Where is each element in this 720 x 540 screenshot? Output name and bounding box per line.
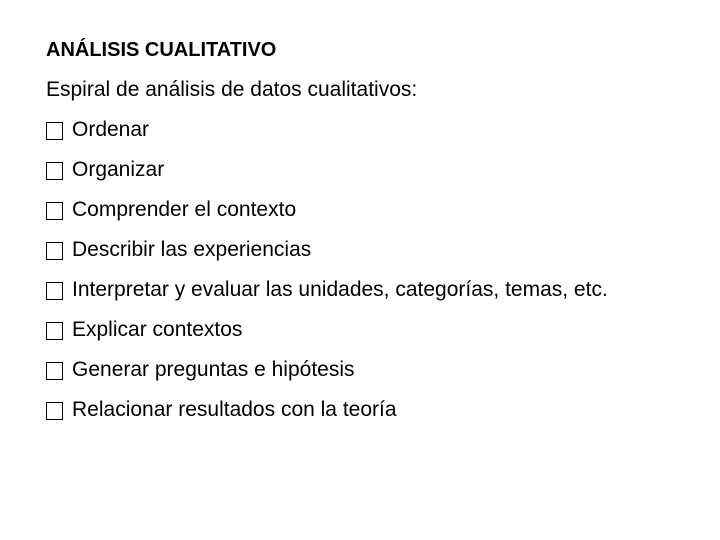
list-item-label: Ordenar xyxy=(72,118,150,141)
checkbox-bullet-icon xyxy=(46,122,63,140)
list-item-label: Organizar xyxy=(72,158,165,181)
intro-text: Espiral de análisis de datos cualitativos: xyxy=(46,78,418,101)
list-item-label: Interpretar y evaluar las unidades, categorías, temas, etc. xyxy=(72,278,608,301)
list-item xyxy=(46,276,676,304)
checkbox-bullet-icon xyxy=(46,402,63,420)
checkbox-bullet-icon xyxy=(46,322,63,340)
list-item-label: Comprender el contexto xyxy=(72,198,297,221)
list-item-label: Describir las experiencias xyxy=(72,238,312,261)
checkbox-bullet-icon xyxy=(46,362,63,380)
list-item xyxy=(46,356,676,384)
list-item-label: Generar preguntas e hipótesis xyxy=(72,358,355,381)
list-item xyxy=(46,236,676,264)
slide-heading: ANÁLISIS CUALITATIVO xyxy=(46,39,277,61)
list-item xyxy=(46,396,676,424)
bullet-list xyxy=(46,116,676,424)
checkbox-bullet-icon xyxy=(46,162,63,180)
list-item-label: Relacionar resultados con la teoría xyxy=(72,398,397,421)
checkbox-bullet-icon xyxy=(46,242,63,260)
list-item-label: Explicar contextos xyxy=(72,318,243,341)
checkbox-bullet-icon xyxy=(46,282,63,300)
slide-content xyxy=(46,36,676,436)
checkbox-bullet-icon xyxy=(46,202,63,220)
list-item xyxy=(46,316,676,344)
list-item xyxy=(46,116,676,144)
list-item xyxy=(46,156,676,184)
list-item xyxy=(46,196,676,224)
